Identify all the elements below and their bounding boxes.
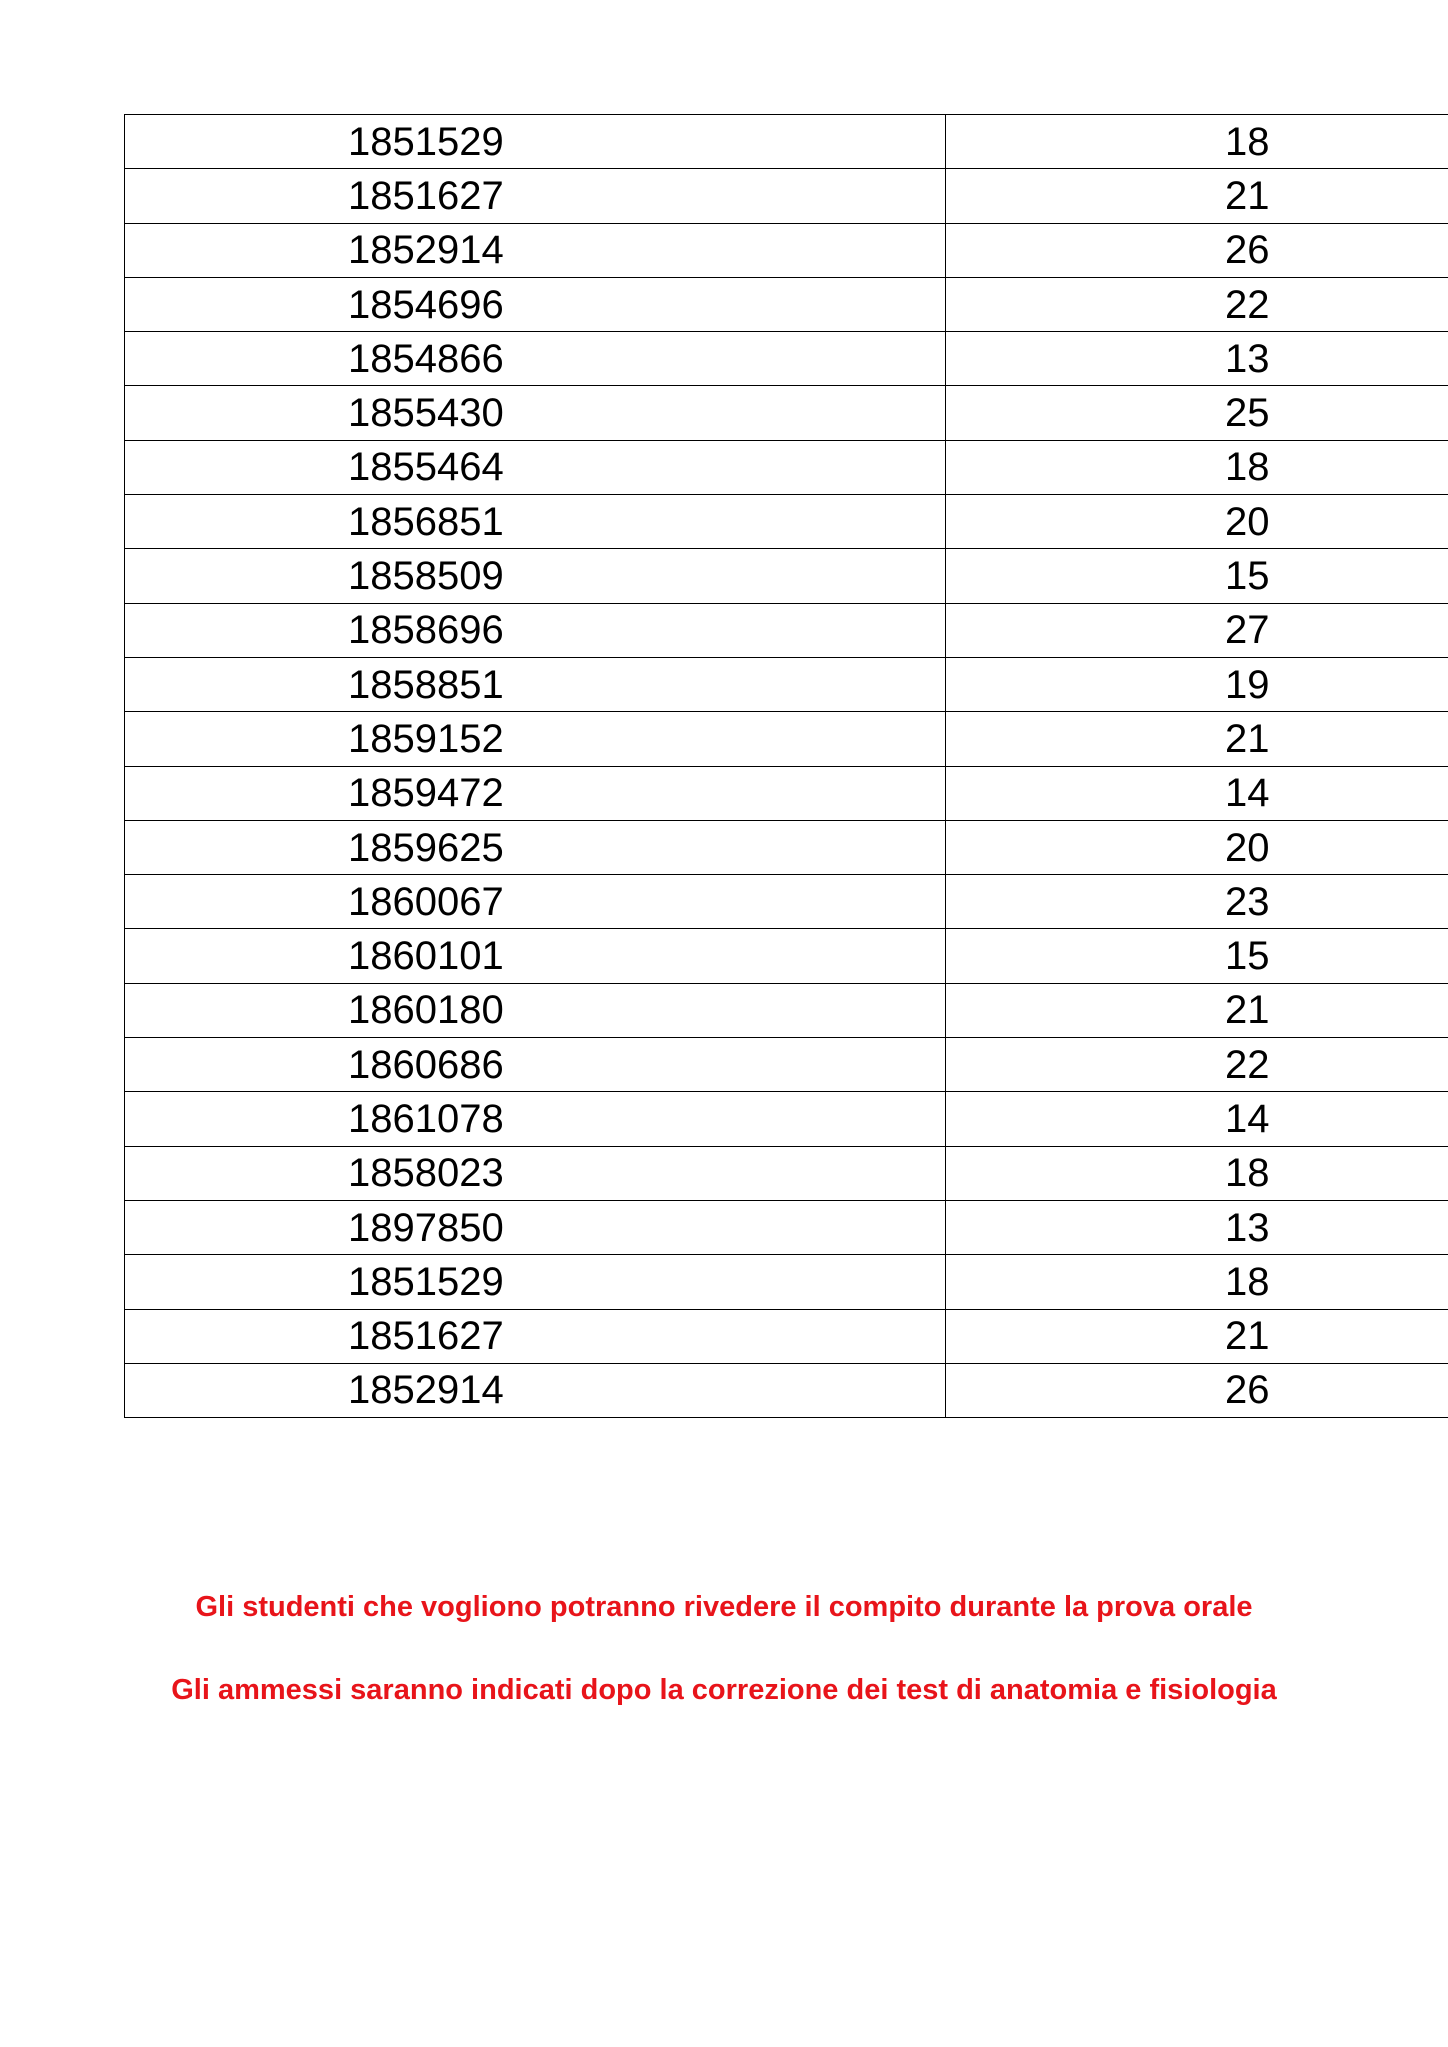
grade-cell: 21	[946, 983, 1448, 1037]
grade-cell: 25	[946, 386, 1448, 440]
student-id-cell: 1858696	[125, 603, 946, 657]
grade-cell: 13	[946, 332, 1448, 386]
review-notice: Gli studenti che vogliono potranno rivedere il compito durante la prova orale	[195, 1591, 1253, 1623]
table-row	[125, 712, 1448, 766]
student-id-cell: 1851529	[125, 115, 946, 169]
grade-cell: 22	[946, 1038, 1448, 1092]
grade-cell: 14	[946, 766, 1448, 820]
table-row	[125, 1092, 1448, 1146]
student-id-cell: 1859472	[125, 766, 946, 820]
table-row	[125, 1363, 1448, 1417]
student-id-cell: 1860180	[125, 983, 946, 1037]
table-row	[125, 1309, 1448, 1363]
table-row	[125, 766, 1448, 820]
student-id-cell: 1851529	[125, 1255, 946, 1309]
grade-cell: 27	[946, 603, 1448, 657]
table-row	[125, 169, 1448, 223]
student-id-cell: 1855430	[125, 386, 946, 440]
table-row	[125, 983, 1448, 1037]
admission-notice: Gli ammessi saranno indicati dopo la correzione dei test di anatomia e fisiologia	[171, 1674, 1277, 1706]
grade-cell: 15	[946, 929, 1448, 983]
grade-cell: 13	[946, 1200, 1448, 1254]
grade-cell: 14	[946, 1092, 1448, 1146]
grade-cell: 20	[946, 495, 1448, 549]
table-row	[125, 332, 1448, 386]
table-row	[125, 223, 1448, 277]
grade-cell: 19	[946, 657, 1448, 711]
grade-cell: 15	[946, 549, 1448, 603]
grade-cell: 18	[946, 115, 1448, 169]
student-id-cell: 1854696	[125, 277, 946, 331]
student-id-cell: 1851627	[125, 1309, 946, 1363]
grade-cell: 22	[946, 277, 1448, 331]
student-id-cell: 1859152	[125, 712, 946, 766]
table-row	[125, 440, 1448, 494]
grade-cell: 20	[946, 820, 1448, 874]
table-row	[125, 1146, 1448, 1200]
table-row	[125, 1200, 1448, 1254]
table-row	[125, 929, 1448, 983]
results-table-body	[125, 115, 1448, 1418]
table-row	[125, 657, 1448, 711]
student-id-cell: 1858509	[125, 549, 946, 603]
table-row	[125, 549, 1448, 603]
table-row	[125, 277, 1448, 331]
table-row	[125, 875, 1448, 929]
table-row	[125, 115, 1448, 169]
student-id-cell: 1860686	[125, 1038, 946, 1092]
grade-cell: 21	[946, 1309, 1448, 1363]
table-row	[125, 820, 1448, 874]
grade-cell: 26	[946, 223, 1448, 277]
grade-cell: 18	[946, 440, 1448, 494]
table-row	[125, 1038, 1448, 1092]
table-row	[125, 495, 1448, 549]
student-id-cell: 1860067	[125, 875, 946, 929]
grade-cell: 18	[946, 1146, 1448, 1200]
grade-cell: 21	[946, 712, 1448, 766]
results-table	[124, 114, 1448, 1418]
student-id-cell: 1860101	[125, 929, 946, 983]
student-id-cell: 1859625	[125, 820, 946, 874]
student-id-cell: 1852914	[125, 223, 946, 277]
student-id-cell: 1852914	[125, 1363, 946, 1417]
grade-cell: 23	[946, 875, 1448, 929]
student-id-cell: 1856851	[125, 495, 946, 549]
grade-cell: 26	[946, 1363, 1448, 1417]
grade-cell: 18	[946, 1255, 1448, 1309]
student-id-cell: 1855464	[125, 440, 946, 494]
student-id-cell: 1858851	[125, 657, 946, 711]
student-id-cell: 1861078	[125, 1092, 946, 1146]
table-row	[125, 386, 1448, 440]
table-row	[125, 603, 1448, 657]
student-id-cell: 1897850	[125, 1200, 946, 1254]
table-row	[125, 1255, 1448, 1309]
student-id-cell: 1854866	[125, 332, 946, 386]
student-id-cell: 1851627	[125, 169, 946, 223]
student-id-cell: 1858023	[125, 1146, 946, 1200]
grade-cell: 21	[946, 169, 1448, 223]
